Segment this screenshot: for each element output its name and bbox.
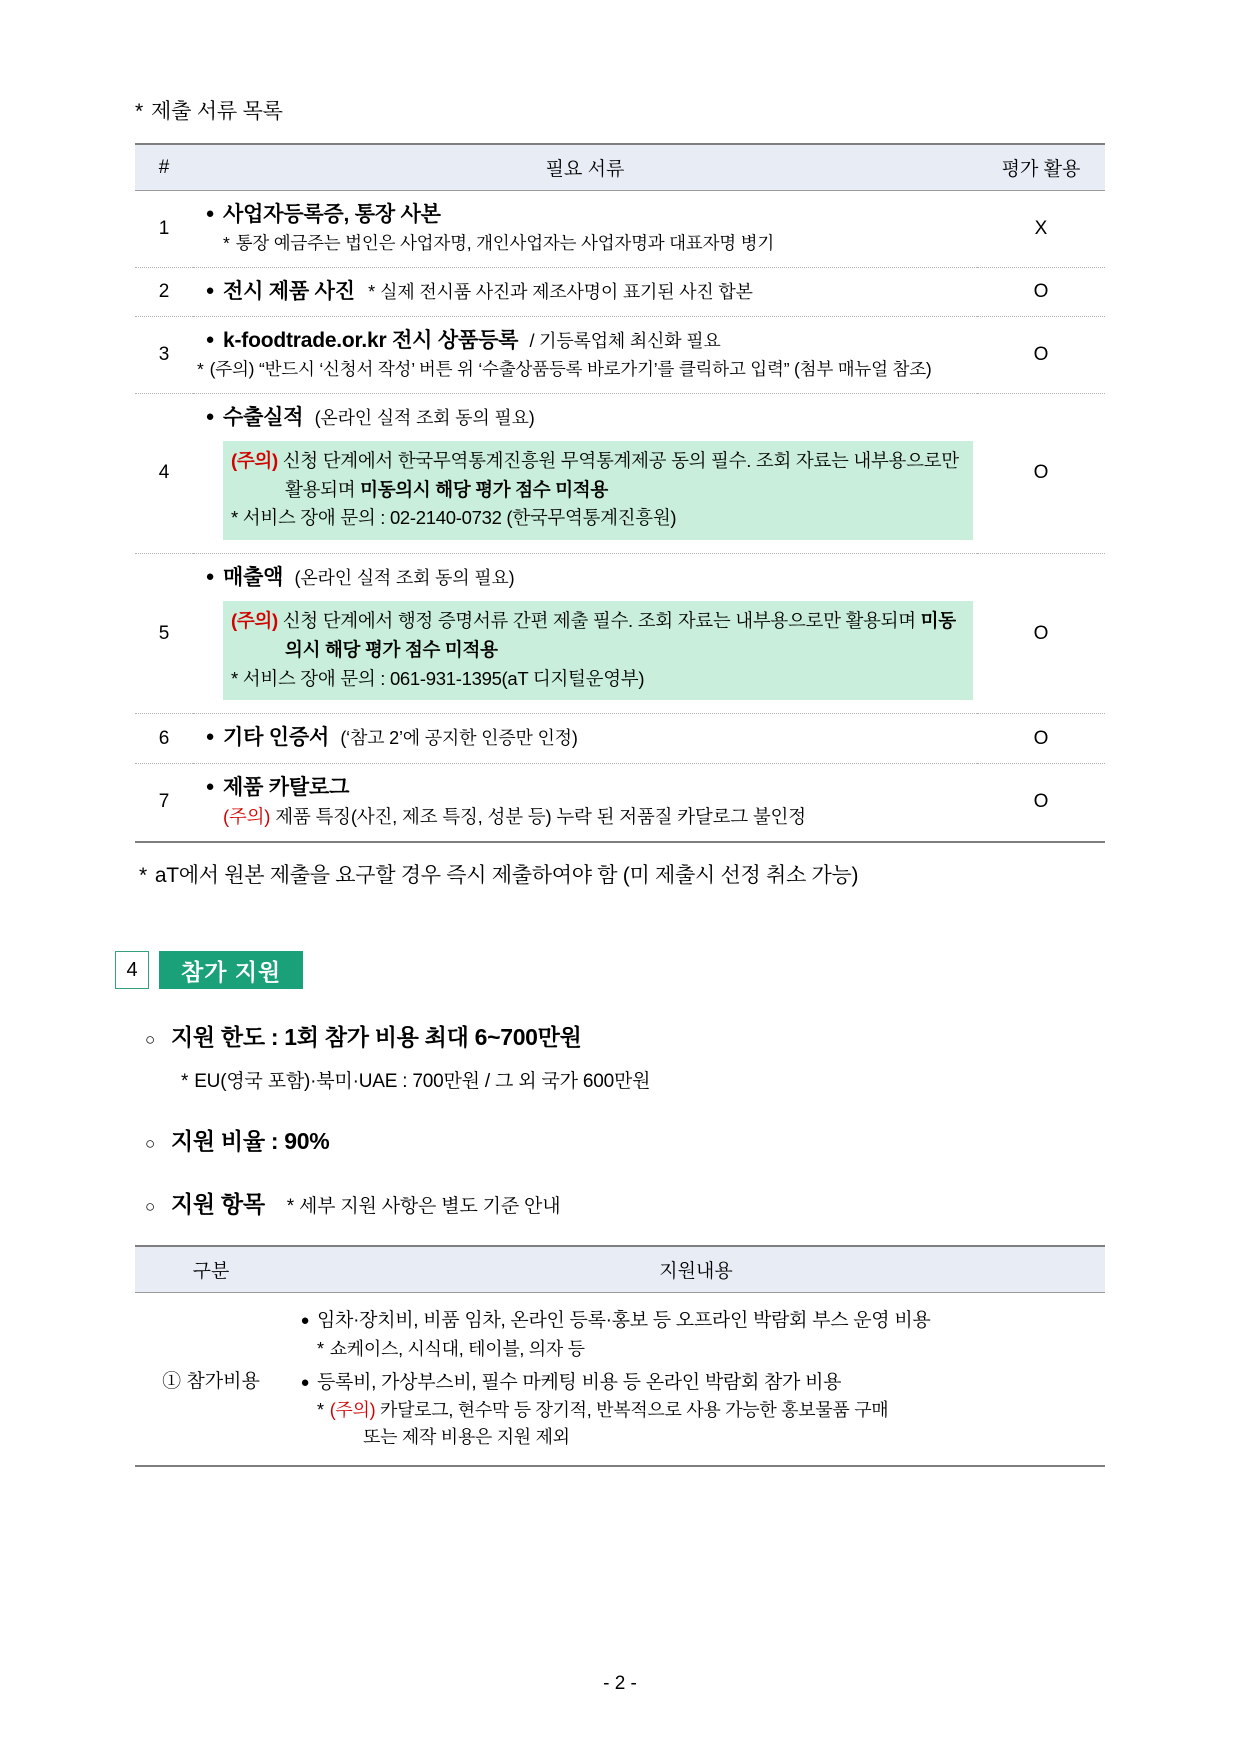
bullet-icon: ●: [205, 407, 215, 425]
document-title: k-foodtrade.or.kr 전시 상품등록: [223, 329, 519, 352]
table-row: [135, 763, 1105, 842]
closing-text: aT에서 원본 제출을 요구할 경우 즉시 제출하여야 함 (미 제출시 선정 취소 가능): [154, 864, 859, 888]
support-content-cell: [287, 1293, 1105, 1467]
header-number: #: [135, 144, 193, 191]
caution-label: (주의): [231, 450, 278, 471]
bullet-icon: ●: [205, 281, 215, 299]
header-document: 필요 서류: [193, 144, 977, 191]
support-note-1: [293, 1336, 1099, 1363]
document-title: 전시 제품 사진: [223, 279, 355, 303]
row-evaluation: O: [977, 393, 1105, 553]
row-evaluation: O: [977, 317, 1105, 394]
closing-asterisk: *: [139, 864, 147, 888]
row-document: [193, 763, 977, 842]
note-asterisk: *: [181, 1071, 189, 1093]
support-category-item: [135, 1186, 1105, 1219]
row-document: [193, 191, 977, 268]
support-category-note-asterisk: *: [286, 1196, 294, 1218]
support-ratio-item: [135, 1123, 1105, 1156]
document-title: 기타 인증서: [223, 726, 330, 750]
support-details-table: [135, 1245, 1105, 1467]
caution-bold-text: 미동의시 해당 평가 점수 미적용: [285, 610, 956, 661]
caution-label: (주의): [223, 806, 271, 828]
document-note: [197, 230, 973, 257]
table-row: [135, 554, 1105, 714]
note-text: EU(영국 포함)·북미·UAE : 700만원 / 그 외 국가 600만원: [194, 1071, 651, 1093]
support-bullet-2: 등록비, 가상부스비, 필수 마케팅 비용 등 온라인 박람회 참가 비용: [317, 1371, 842, 1393]
row-number: 2: [135, 267, 193, 316]
document-title: 수출실적: [223, 405, 304, 429]
bullet-icon: ●: [300, 1312, 310, 1330]
support-category-note: 세부 지원 사항은 별도 기준 안내: [298, 1196, 561, 1218]
circle-bullet-icon: ○: [145, 1030, 155, 1050]
note-asterisk: *: [223, 233, 230, 254]
caution-note-text: 서비스 장애 문의 : 02-2140-0732 (한국무역통계진흥원): [242, 507, 677, 529]
document-title-tail: (‘참고 2’에 공지한 인증만 인정): [340, 728, 578, 749]
note-text: (주의) “반드시 ‘신청서 작성’ 버튼 위 ‘수출상품등록 바로가기’를 클릭하고 입력” (첨부 매뉴얼 참조): [209, 359, 932, 380]
caution-note-asterisk: *: [231, 667, 238, 689]
note-asterisk: *: [317, 1400, 324, 1421]
row-evaluation: X: [977, 191, 1105, 268]
document-title-tail: (온라인 실적 조회 동의 필요): [314, 407, 535, 428]
circle-bullet-icon: ○: [145, 1134, 155, 1154]
row-evaluation: O: [977, 267, 1105, 316]
row-evaluation: O: [977, 714, 1105, 763]
required-documents-table: [135, 143, 1105, 843]
caution-box: [223, 441, 973, 540]
caution-text: 신청 단계에서 한국무역통계진흥원 무역통계제공 동의 필수. 조회 자료는 내부용으로만 활용되며: [282, 450, 959, 500]
support-limit-note: [181, 1066, 1105, 1093]
row-document: [193, 267, 977, 316]
lead-asterisk: *: [135, 100, 143, 123]
header-content: 지원내용: [287, 1246, 1105, 1293]
caution-label: (주의): [231, 610, 278, 632]
table-row: [135, 267, 1105, 316]
caution-note-asterisk: *: [231, 507, 238, 529]
support-limit-label: 지원 한도 : 1회 참가 비용 최대 6~700만원: [171, 1024, 582, 1051]
table-row: [135, 191, 1105, 268]
document-title-tail: (온라인 실적 조회 동의 필요): [294, 568, 515, 589]
note-text: 쇼케이스, 시식대, 테이블, 의자 등: [329, 1338, 585, 1359]
row-evaluation: O: [977, 554, 1105, 714]
documents-closing-note: [139, 859, 1105, 889]
row-evaluation: O: [977, 763, 1105, 842]
table-header-row: [135, 1246, 1105, 1293]
documents-lead: [135, 95, 1105, 125]
lead-text: 제출 서류 목록: [150, 100, 283, 123]
document-title: 제품 카탈로그: [223, 775, 350, 799]
row-document: [193, 393, 977, 553]
note-text: 카달로그, 현수막 등 장기적, 반복적으로 사용 가능한 홍보물품 구매: [380, 1400, 889, 1421]
row-number: 1: [135, 191, 193, 268]
support-ratio-label: 지원 비율 : 90%: [171, 1128, 330, 1155]
circle-bullet-icon: ○: [145, 1197, 155, 1217]
note-text: 통장 예금주는 법인은 사업자명, 개인사업자는 사업자명과 대표자명 병기: [235, 233, 775, 254]
support-category-label: 지원 항목: [171, 1191, 265, 1218]
table-header-row: [135, 144, 1105, 191]
support-note-2: [293, 1397, 1099, 1424]
section-number: 4: [115, 951, 149, 989]
document-caution: [197, 803, 973, 832]
table-row: [135, 1293, 1105, 1467]
row-number: 3: [135, 317, 193, 394]
support-limit-item: [135, 1019, 1105, 1052]
header-evaluation: 평가 활용: [977, 144, 1105, 191]
support-category-cell: ① 참가비용: [135, 1293, 287, 1467]
bullet-icon: ●: [205, 568, 215, 586]
note-asterisk: *: [317, 1338, 324, 1359]
row-document: [193, 317, 977, 394]
bullet-icon: ●: [205, 777, 215, 795]
document-note: [197, 356, 973, 383]
bullet-icon: ●: [205, 331, 215, 348]
document-title: 사업자등록증, 통장 사본: [223, 203, 441, 226]
bullet-icon: ●: [205, 728, 215, 746]
table-row: [135, 393, 1105, 553]
row-number: 7: [135, 763, 193, 842]
section-heading: [115, 951, 1105, 989]
caution-box: [223, 601, 973, 700]
table-row: [135, 714, 1105, 763]
document-title-tail: 실제 전시품 사진과 제조사명이 표기된 사진 합본: [380, 281, 753, 302]
page-footer: - 2 -: [603, 1673, 637, 1694]
note-asterisk: *: [197, 359, 204, 380]
caution-bold-text: 미동의시 해당 평가 점수 미적용: [360, 478, 608, 500]
bullet-icon: ●: [205, 205, 215, 222]
caution-label: (주의): [329, 1400, 376, 1421]
document-title: 매출액: [223, 566, 284, 590]
row-number: 6: [135, 714, 193, 763]
section-title: 참가 지원: [159, 951, 303, 989]
caution-text: 신청 단계에서 행정 증명서류 간편 제출 필수. 조회 자료는 내부용으로만 활용되며: [282, 610, 921, 632]
support-bullet-1: 임차·장치비, 비품 임차, 온라인 등록·홍보 등 오프라인 박람회 부스 운영 비용: [317, 1310, 931, 1332]
header-category: 구분: [135, 1246, 287, 1293]
bullet-icon: ●: [300, 1373, 310, 1391]
caution-text: 제품 특징(사진, 제조 특징, 성분 등) 누락 된 저품질 카달로그 불인정: [275, 806, 806, 828]
row-number: 5: [135, 554, 193, 714]
document-title-asterisk: *: [368, 281, 375, 302]
row-document: [193, 554, 977, 714]
document-title-tail: / 기등록업체 최신화 필요: [529, 331, 721, 351]
row-document: [193, 714, 977, 763]
table-row: [135, 317, 1105, 394]
row-number: 4: [135, 393, 193, 553]
caution-note-text: 서비스 장애 문의 : 061-931-1395(aT 디지털운영부): [242, 667, 645, 689]
support-note-2-line2: 또는 제작 비용은 지원 제외: [363, 1427, 570, 1448]
